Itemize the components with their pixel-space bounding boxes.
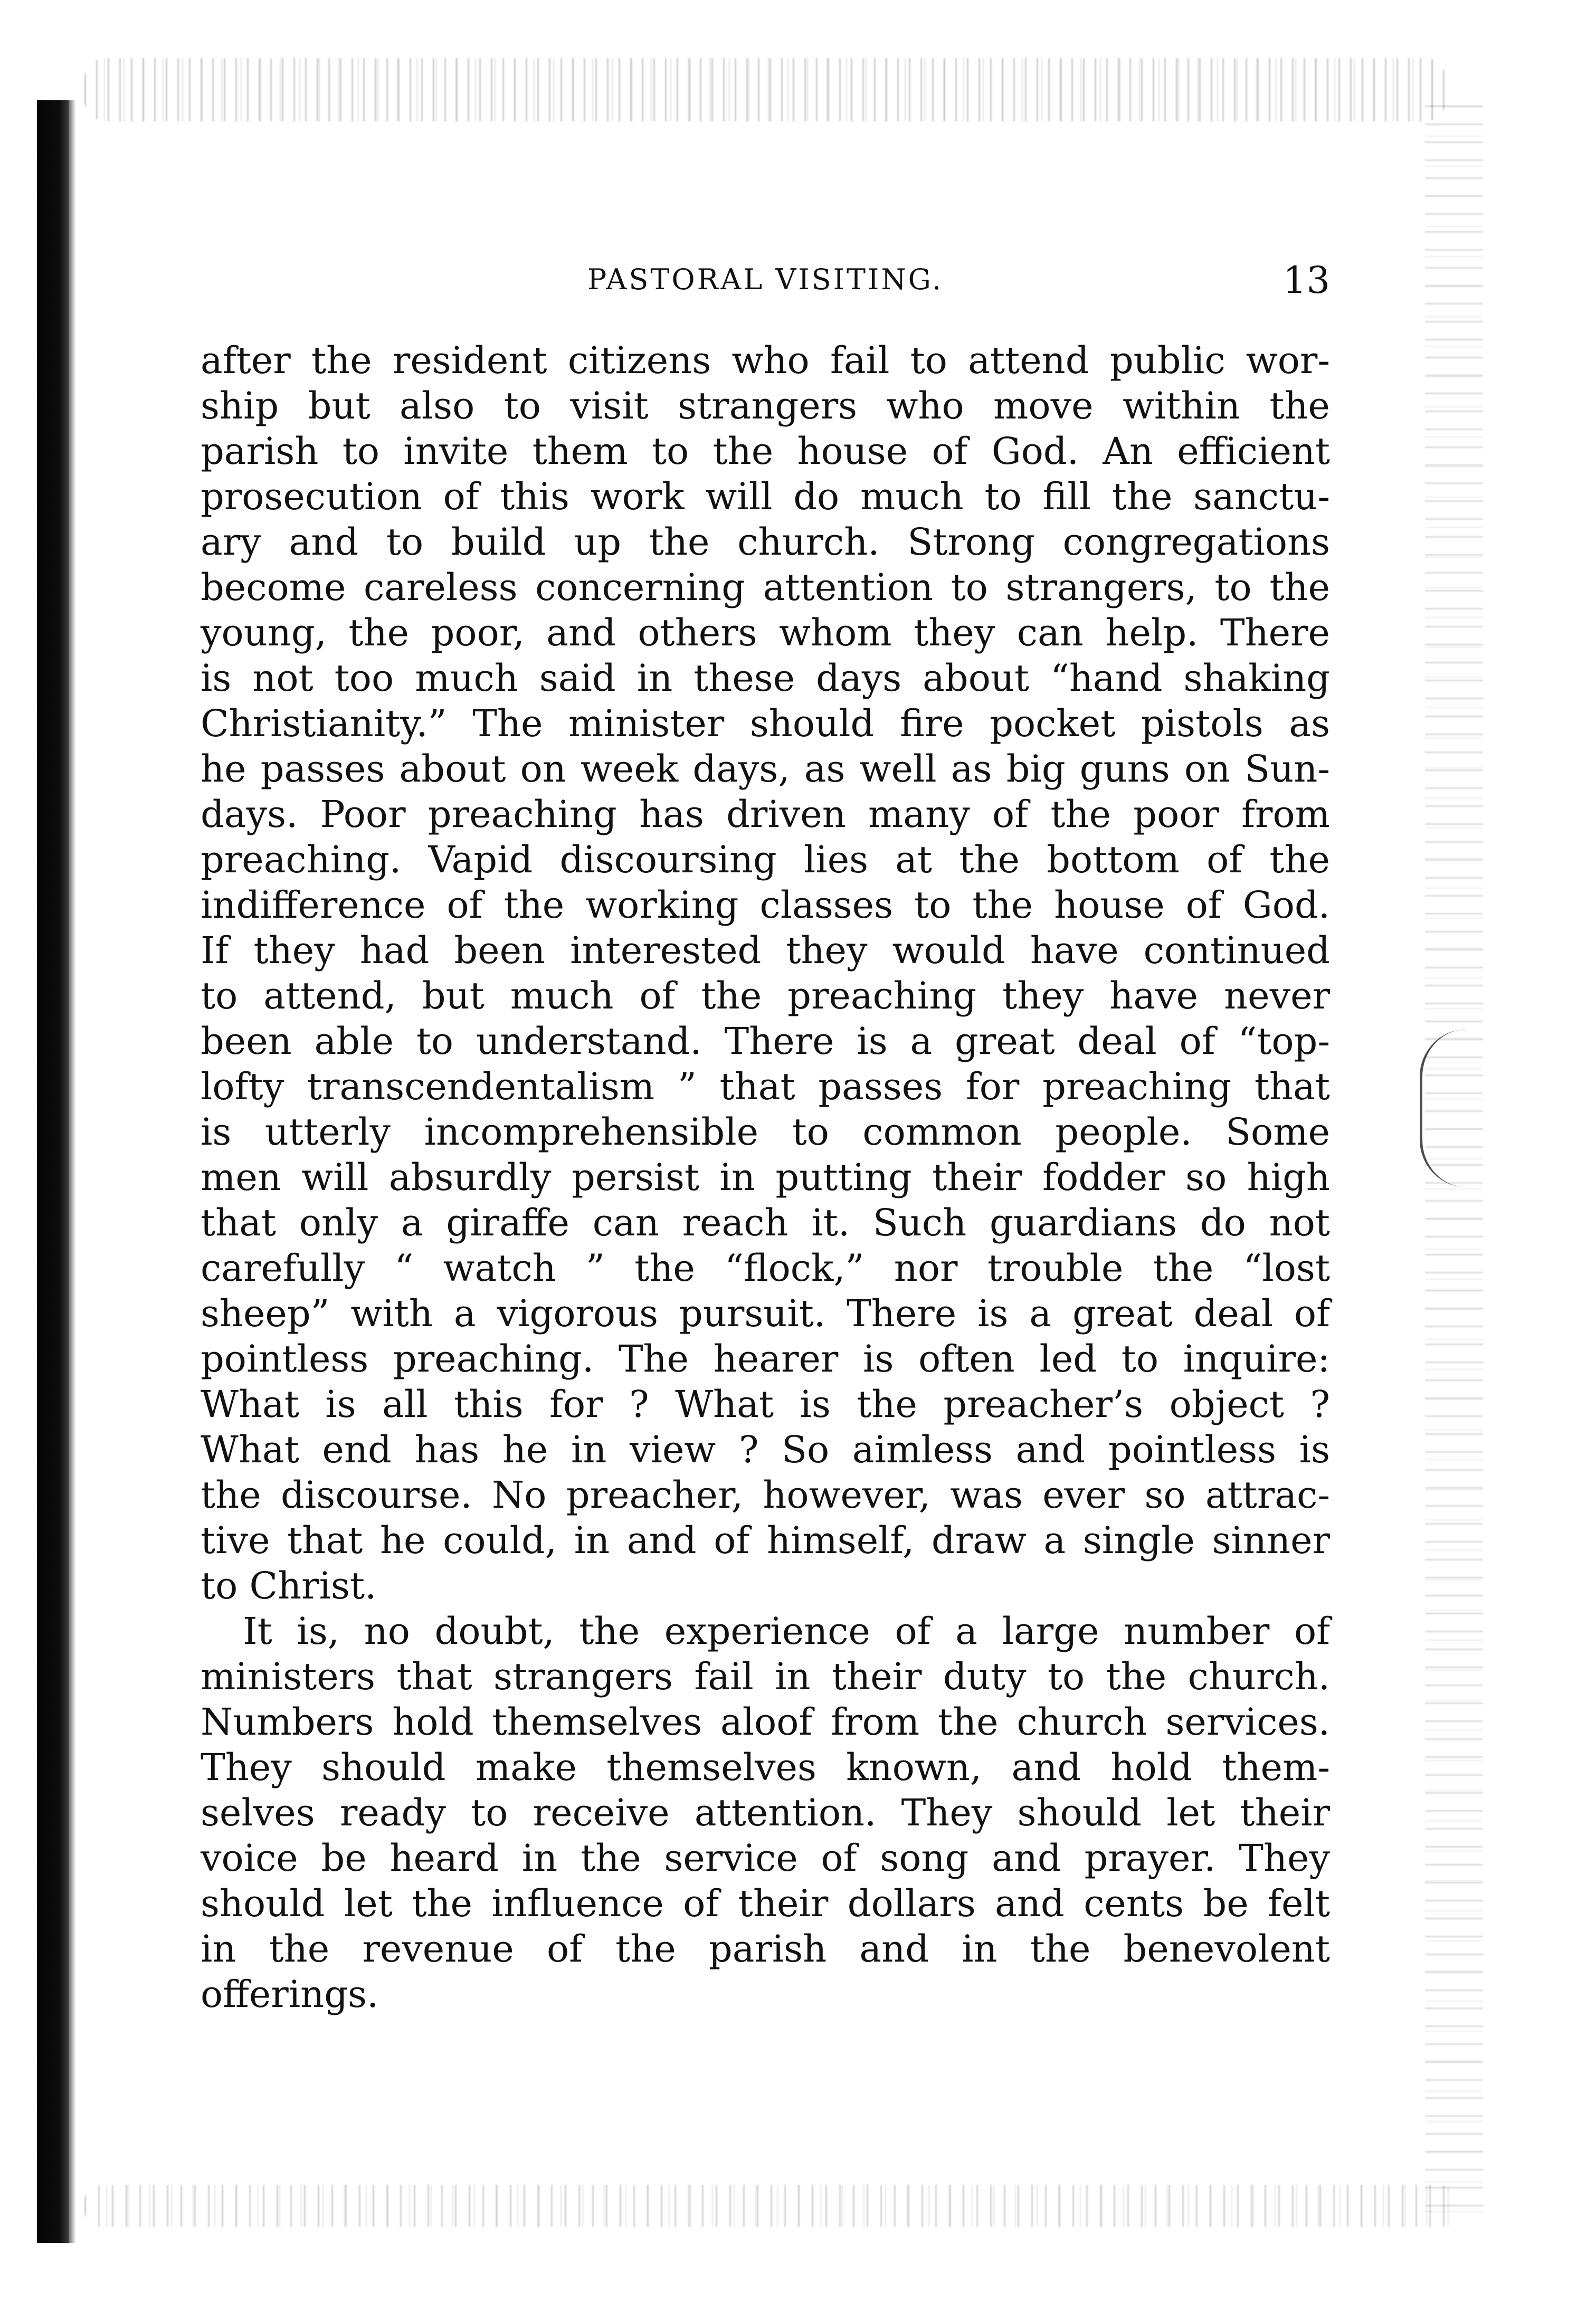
text-line: days. Poor preaching has driven many of the poor from: [201, 793, 1330, 836]
text-line: he passes about on week days, as well as big guns on Sun-: [201, 747, 1330, 791]
text-line: What is all this for ? What is the preacher’s object ?: [201, 1383, 1330, 1426]
paragraph-end-line: offerings.: [201, 1973, 379, 2016]
text-line: selves ready to receive attention. They should let their: [201, 1791, 1330, 1834]
text-line: What end has he in view ? So aimless and pointless is: [201, 1428, 1330, 1471]
text-line: They should make themselves known, and hold them-: [201, 1746, 1330, 1789]
text-line: ship but also to visit strangers who move within the: [201, 384, 1330, 427]
text-line: carefully “ watch ” the “flock,” nor trouble the “lost: [201, 1246, 1330, 1290]
text-line: that only a giraffe can reach it. Such guardians do not: [201, 1201, 1330, 1244]
text-line: sheep” with a vigorous pursuit. There is a great deal of: [201, 1292, 1330, 1335]
text-line: is not too much said in these days about “hand shaking: [201, 656, 1330, 700]
text-line: Numbers hold themselves aloof from the church services.: [201, 1700, 1330, 1744]
text-line: voice be heard in the service of song and prayer. They: [201, 1836, 1330, 1880]
text-line: prosecution of this work will do much to fill the sanctu-: [201, 475, 1330, 518]
text-line: indifference of the working classes to the house of God.: [201, 883, 1330, 927]
text-line: the discourse. No preacher, however, was ever so attrac-: [201, 1473, 1330, 1517]
margin-bracket-mark: [1420, 1029, 1470, 1187]
text-line: after the resident citizens who fail to attend public wor-: [201, 339, 1330, 382]
scan-noise-top: [84, 58, 1446, 121]
text-line: pointless preaching. The hearer is often led to inquire:: [201, 1337, 1330, 1381]
text-line: ministers that strangers fail in their duty to the church.: [201, 1655, 1330, 1698]
paragraph-end-line: to Christ.: [201, 1564, 377, 1607]
text-line: should let the influence of their dollars and cents be felt: [201, 1882, 1330, 1925]
text-line: in the revenue of the parish and in the benevolent: [201, 1927, 1330, 1971]
text-line: to attend, but much of the preaching they have never: [201, 974, 1330, 1017]
text-line: tive that he could, in and of himself, draw a single sinner: [201, 1519, 1330, 1562]
text-line: become careless concerning attention to strangers, to the: [201, 566, 1330, 609]
paragraph-start-line: It is, no doubt, the experience of a large number of: [243, 1610, 1330, 1653]
page-number: 13: [1282, 259, 1330, 302]
text-line: ary and to build up the church. Strong congregations: [201, 520, 1330, 564]
running-header: [201, 259, 1330, 306]
text-line: young, the poor, and others whom they can help. There: [201, 611, 1330, 654]
text-line: Christianity.” The minister should fire pocket pistols as: [201, 702, 1330, 745]
body-text: [201, 338, 1330, 2017]
running-title: PASTORAL VISITING.: [587, 263, 943, 296]
text-line: preaching. Vapid discoursing lies at the bottom of the: [201, 838, 1330, 881]
spine-shadow-edge: [69, 100, 76, 2243]
text-line: men will absurdly persist in putting their fodder so high: [201, 1156, 1330, 1199]
text-line: lofty transcendentalism ” that passes for preaching that: [201, 1065, 1330, 1108]
text-line: been able to understand. There is a great deal of “top-: [201, 1020, 1330, 1063]
text-line: If they had been interested they would have continued: [201, 929, 1330, 972]
text-line: parish to invite them to the house of God. An efficient: [201, 430, 1330, 473]
spine-shadow: [37, 100, 69, 2243]
scan-noise-bottom: [84, 2185, 1457, 2227]
text-line: is utterly incomprehensible to common people. Some: [201, 1110, 1330, 1154]
